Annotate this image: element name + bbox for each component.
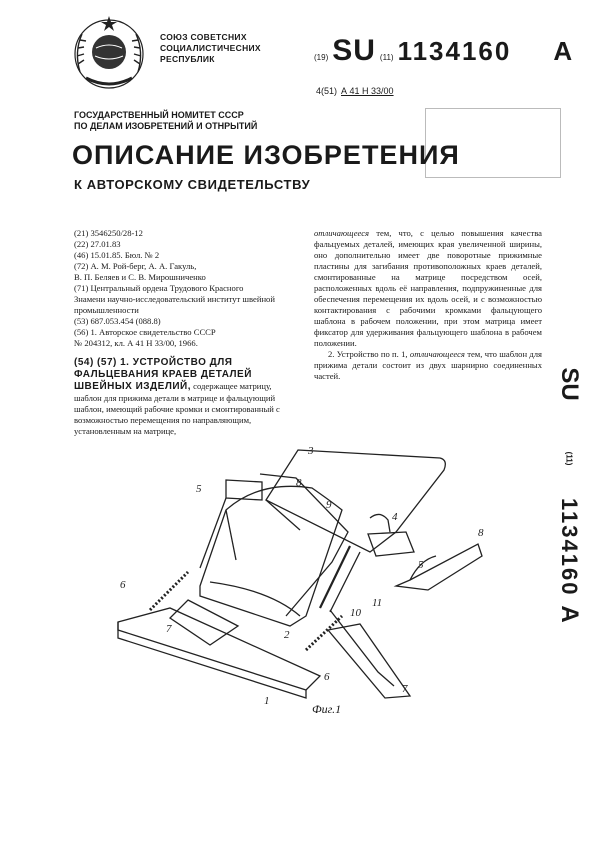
drawing-label: 3 (308, 445, 314, 457)
drawing-label: 7 (402, 683, 408, 695)
document-subtitle: К АВТОРСКОМУ СВИДЕТЕЛЬСТВУ (74, 177, 311, 192)
biblio-line: В. П. Беляев и С. В. Мирошниченко (74, 272, 206, 282)
drawing-label: 2 (284, 629, 290, 641)
claim-title: (54) (57) 1. УСТРОЙСТВО ДЛЯ ФАЛЬЦЕВАНИЯ КРАЕВ ДЕТАЛЕЙ ШВЕЙНЫХ ИЗДЕЛИЙ, (74, 357, 252, 392)
org-line-1: СОЮЗ СОВЕТСНИХ (160, 32, 247, 42)
biblio-line: № 204312, кл. А 41 Н 33/00, 1966. (74, 338, 198, 348)
patent-number: 1134160 (397, 36, 512, 66)
drawing-label: 5 (418, 559, 424, 571)
claim-text-2: тем, что, с целью повышения качества фальцуемых деталей, имеющих края увеличенной ширины, оно дополнительно имеет две поворотные прижимные пластины для загибания противоположных краев деталей, смонтированные на матрице посредством осей, расположенных вдоль её направления, подпружиненные для обеспечения перемещения их вдоль осей, и с возможностью контактирования с рабочими кромками фальцующего шаблона в рабочем положении, при этом матрица имеет фиксатор для удерживания фальцующего шаблона в рабочем положении. (314, 228, 542, 348)
side-tag: (11) (564, 451, 574, 466)
committee-line-1: ГОСУДАРСТВЕННЫЙ НОМИТЕТ СССР (74, 110, 244, 120)
ipc-tag: 4(51) (316, 86, 338, 96)
committee-line-2: ПО ДЕЛАМ ИЗОБРЕТЕНИЙ И ОТНРЫТИЙ (74, 121, 258, 131)
drawing-label: 10 (350, 607, 361, 619)
distinguishing-word-2: отличающееся (409, 349, 465, 359)
claim-2-text: тем, что шаблон для прижима детали состоит из двух шарнирно соединенных частей. (314, 349, 542, 381)
drawing-label: 5 (196, 483, 202, 495)
tag-19: (19) (314, 53, 329, 62)
biblio-line: (21) 3546250/28-12 (74, 228, 143, 238)
drawing-label: 8 (478, 527, 484, 539)
drawing-label: 7 (166, 623, 172, 635)
claim-continuation (314, 228, 542, 382)
biblio-line: (22) 27.01.83 (74, 239, 121, 249)
distinguishing-word: отличающееся (314, 228, 370, 238)
side-number: 1134160 (557, 498, 582, 597)
drawing-label: 6 (120, 579, 126, 591)
kind-code: A (553, 36, 573, 66)
drawing-label: 6 (324, 671, 330, 683)
patent-drawing (110, 440, 530, 730)
ussr-emblem-icon (68, 12, 150, 92)
patent-number-block (314, 34, 572, 68)
biblio-line: (56) 1. Авторское свидетельство СССР (74, 327, 216, 337)
drawing-label: 9 (326, 499, 332, 511)
ipc-class (316, 86, 394, 96)
drawing-label: 4 (392, 511, 398, 523)
ipc-value: А 41 Н 33/00 (341, 86, 394, 96)
drawing-label: 8 (296, 477, 302, 489)
side-country: SU (556, 367, 583, 401)
side-kind: A (556, 605, 583, 623)
org-line-3: РЕСПУБЛИК (160, 54, 215, 64)
biblio-line: Знамени научно-исследовательский институт швейной промышленности (74, 294, 275, 315)
org-line-2: СОЦИАЛИСТИЧЕСНИХ (160, 43, 261, 53)
document-title: ОПИСАНИЕ ИЗОБРЕТЕНИЯ (72, 140, 460, 170)
biblio-line: (53) 687.053.454 (088.8) (74, 316, 161, 326)
side-patent-label (552, 360, 586, 652)
biblio-line: (71) Центральный ордена Трудового Красного (74, 283, 244, 293)
claim-text: содержащее матрицу, шаблон для прижима детали в матрице и фальцующий шаблон, имеющий рабочие кромки и смонтированный с возможностью перемещения по направляющим, установленным на матрице, (74, 381, 280, 436)
tag-11: (11) (379, 53, 394, 62)
claim-2-prefix: 2. Устройство по п. 1, (328, 349, 408, 359)
drawing-label: 11 (372, 597, 383, 609)
bibliographic-data (74, 228, 300, 437)
drawing-label: 1 (264, 695, 270, 707)
biblio-line: (46) 15.01.85. Бюл. № 2 (74, 250, 160, 260)
biblio-line: (72) А. М. Рой-берг, А. А. Гакуль, (74, 261, 197, 271)
figure-caption: Фиг.1 (312, 702, 342, 716)
country-code: SU (332, 34, 376, 67)
